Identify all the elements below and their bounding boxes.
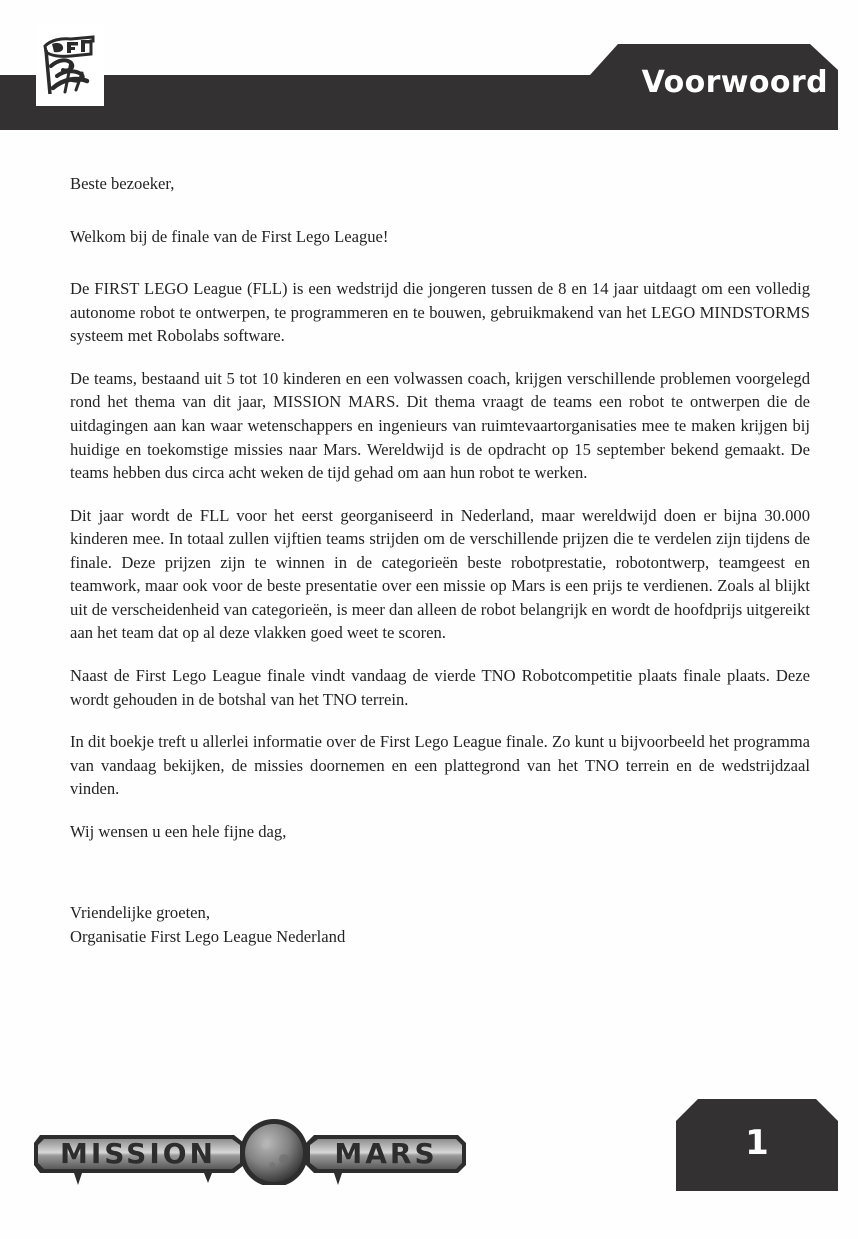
paragraph-booklet-info: In dit boekje treft u allerlei informatie over de First Lego League finale. Zo kunt u bijvoorbeeld het programma van vandaag bekijken, de missies doornemen en een plattegrond van het TNO terrein en de wedstrijdzaal vinden. xyxy=(70,732,810,799)
signature-block xyxy=(70,901,810,948)
mars-word xyxy=(306,1135,466,1185)
mission-word xyxy=(34,1135,244,1185)
closing-line: Wij wensen u een hele fijne dag, xyxy=(70,821,287,841)
fll-logo-box xyxy=(36,24,104,106)
salutation: Beste bezoeker, xyxy=(70,174,175,193)
signature-organisation: Organisatie First Lego League Nederland xyxy=(70,926,346,946)
spacer xyxy=(70,267,810,277)
mars-word-text: MARS xyxy=(334,1137,438,1170)
paragraph-tno-robotcompetitie: Naast de First Lego League finale vindt vandaag de vierde TNO Robotcompetitie plaats finale plaats. Deze wordt gehouden in de botshal van het TNO terrein. xyxy=(70,666,810,709)
intro-line: Welkom bij de finale van de First Lego League! xyxy=(70,226,389,246)
signature-greeting: Vriendelijke groeten, xyxy=(70,903,210,923)
fll-flag-icon xyxy=(41,32,99,98)
paragraph-prizes-categories: Dit jaar wordt de FLL voor het eerst georganiseerd in Nederland, maar wereldwijd doen er bijna 30.000 kinderen mee. In totaal zullen vijftien teams strijden om de verschillende prijzen die te verdelen zijn tijdens de finale. Deze prijzen zijn te winnen in de categorieën beste robotprestatie, robotontwerp, teamgeest en teamwork, maar ook voor de beste presentatie over een missie op Mars is een prijs te verdienen. Zoals al blijkt uit de verscheidenheid van categorieën, is meer dan alleen de robot belangrijk en wordt de hoofdprijs uitgereikt aan het team dat op al deze vlakken goed weet te scoren. xyxy=(70,505,810,643)
page-footer xyxy=(0,1099,858,1239)
page-number: 1 xyxy=(745,1123,769,1163)
letter-body xyxy=(70,172,810,949)
planet-icon xyxy=(240,1119,308,1185)
spacer xyxy=(70,215,810,225)
signature-spacer xyxy=(70,843,810,901)
paragraph-fll-description: De FIRST LEGO League (FLL) is een wedstrijd die jongeren tussen de 8 en 14 jaar uitdaagt om een volledig autonome robot te ontwerpen, te programmeren en te bouwen, gebruikmakend van het LEGO MINDSTORMS systeem met Robolabs software. xyxy=(70,279,810,346)
page-header xyxy=(0,0,858,150)
mission-mars-logo xyxy=(34,1113,474,1185)
page-title: Voorwoord xyxy=(641,65,828,100)
paragraph-teams-theme: De teams, bestaand uit 5 tot 10 kinderen en een volwassen coach, krijgen verschillende problemen voorgelegd rond het thema van dit jaar, MISSION MARS. Dit thema vraagt de teams een robot te ontwerpen die de uitdagingen aan kan waar wetenschappers en ingenieurs van ruimtevaartorganisaties mee te maken krijgen bij huidige en toekomstige missies naar Mars. Wereldwijd is de opdracht op 15 september bekend gemaakt. De teams hebben dus circa acht weken de tijd gehad om aan hun robot te werken. xyxy=(70,368,810,483)
mission-word-text: MISSION xyxy=(59,1137,217,1170)
